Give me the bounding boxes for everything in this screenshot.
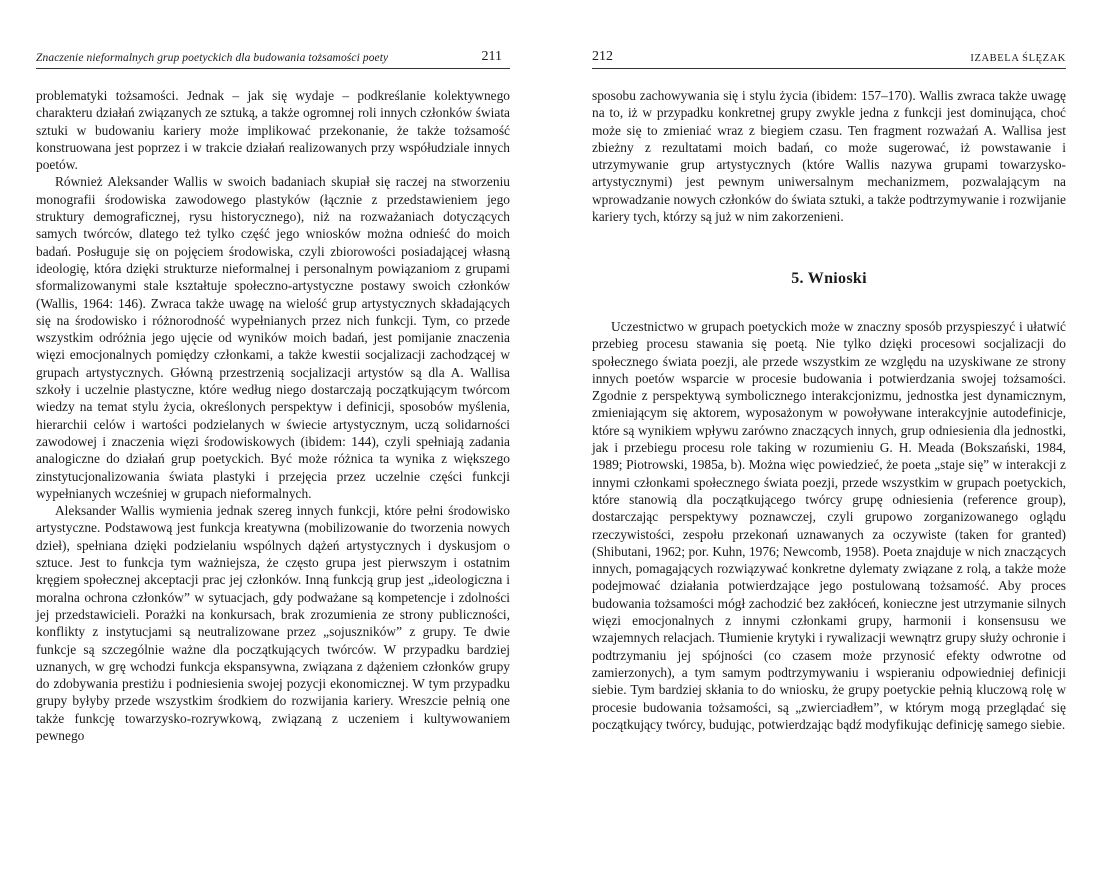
paragraph: problematyki tożsamości. Jednak – jak się wydaje – podkreślanie kolektywnego charakteru działań związanych ze sztuką, a także ogromnej roli innych członków świata sztuki w budowaniu kariery może implikować przekonanie, że także tożsamość konstruowana jest poprzez i w trakcie działań realizowanych przy współudziale innych poetów. bbox=[36, 88, 510, 173]
paragraph: Aleksander Wallis wymienia jednak szereg innych funkcji, które pełni środowisko artystyczne. Podstawową jest funkcja kreatywna (mobilizowanie do tworzenia nowych dzieł), spełniana dzięki podzielaniu wspólnych dążeń artystycznych i dyskusjom o sztuce. Jest to funkcja tym ważniejsza, że często grupa jest pierwszym i ostatnim kręgiem społecznej akceptacji prac jej członków. Inną funkcją grup jest „ideologiczna i moralna ochrona członków” w sytuacjach, gdy podważane są kompetencje i zdolności jej przedstawicieli. Porażki na konkursach, brak zrozumienia ze strony publiczności, konflikty z instytucjami są neutralizowane przez „sojuszników” z grupy. Te dwie funkcje są szczególnie ważne dla początkujących twórców. W przypadku bardziej uznanych, w grę wchodzi funkcja ekspansywna, związana z dążeniem członków grupy do zdobywania prestiżu i podniesienia swojej pozycji ekonomicznej. W tym przypadku grupy byłyby przede wszystkim środkiem do rozwijania kariery. Wreszcie pełnią one także funkcję towarzysko-rozrywkową, związaną z uczeniem i kultywowaniem pewnego bbox=[36, 503, 510, 743]
paragraph: Uczestnictwo w grupach poetyckich może w znaczny sposób przyspieszyć i ułatwić przebieg procesu stawania się poetą. Nie tylko dzięki procesowi socjalizacji do społecznego świata poezji, ale przede wszystkim ze względu na uzyskiwane ze strony innych poetów wsparcie w procesie budowania i potwierdzania swojej tożsamości. Zgodnie z perspektywą symbolicznego interakcjonizmu, jednostka jest dynamicznym, zmieniającym się aktorem, wyposażonym w powoływane interakcyjnie autodefinicje, które są wynikiem wpływu zarówno znaczących innych, grup odniesienia dla jednostki, jak i przebiegu procesu role taking w rozumieniu G. H. Meada (Bokszański, 1984, 1989; Piotrowski, 1985a, b). Można więc powiedzieć, że poeta „staje się” w interakcji z innymi członkami społecznego świata poezji, przede wszystkim w grupach poetyckich, które stanowią dla początkującego twórcy grupę odniesienia (reference group), dostarczając perspektywy poznawczej, czyli grupowo zorganizowanego oglądu rzeczywistości, zespołu przekonań uznawanych za oczywiste (taken for granted) (Shibutani, 1962; por. Kuhn, 1976; Newcomb, 1958). Poeta znajduje w nich znaczących innych, pomagających rozwiązywać konkretne dylematy związane z rolą, a także może podejmować działania potwierdzające jego postulowaną tożsamość. Aby proces budowania tożsamości mógł zachodzić bez zakłóceń, konieczne jest utrzymanie silnych więzi emocjonalnych z innymi członkami grupy, harmonii i konsensusu we wzajemnych relacjach. Tłumienie krytyki i rywalizacji wewnątrz grupy służy ochronie i podtrzymaniu jej spójności (co czasem może przynosić efekty odwrotne od zamierzonych), a tym samym podtrzymywaniu i wspieraniu odpowiedniej definicji siebie. Tym bardziej skłania to do wniosku, że grupy poetyckie pełnią kluczową rolę w procesie budowania tożsamości, są „zwierciadłem”, w którym mogą przeglądać się początkujący twórcy, budując, potwierdzając bądź modyfikując definicję samego siebie. bbox=[592, 319, 1066, 732]
running-author: IZABELA ŚLĘZAK bbox=[970, 53, 1066, 64]
page-number: 211 bbox=[481, 49, 502, 64]
paragraph: sposobu zachowywania się i stylu życia (ibidem: 157–170). Wallis zwraca także uwagę na to, iż w przypadku konkretnej grupy zwykle jedna z funkcji jest dominująca, choć może się to zmieniać wraz z biegiem czasu. Ten fragment rozważań A. Wallisa jest zbieżny z rezultatami moich badań, co może sugerować, iż powstawanie i utrzymywanie grup artystycznych (które Wallis nazywa grupami towarzysko-artystycznymi) jest pewnym uniwersalnym mechanizmem, pozwalającym na wprowadzanie nowych członków do świata sztuki, a także podtrzymywanie i rozwijanie kariery tych, którzy są już w nim zakorzenieni. bbox=[592, 88, 1066, 225]
running-title: Znaczenie nieformalnych grup poetyckich dla budowania tożsamości poety bbox=[36, 52, 389, 64]
left-running-head bbox=[36, 46, 510, 69]
section-heading: 5. Wnioski bbox=[791, 270, 867, 287]
paragraph: Również Aleksander Wallis w swoich badaniach skupiał się raczej na stworzeniu monografii środowiska zawodowego plastyków (łącznie z przedstawieniem jego struktury demograficznej, rysu historycznego), niż na rozważaniach dotyczących samych twórców, dlatego też tylko część jego wniosków można odnieść do moich badań. Posługuje się on pojęciem środowiska, czyli zbiorowości posiadającej własną ideologię, która dzięki strukturze nieformalnej i personalnym powiązaniom z grupami sformalizowanymi stale kształtuje społeczno-artystyczne postawy swoich członków (Wallis, 1964: 146). Zwraca także uwagę na wielość grup artystycznych składających się na środowisko i różnorodność wypełnianych przez nich funkcji. Tym, co przede wszystkim odróżnia jego ujęcie od wyników moich badań, jest pomijanie znaczenia więzi emocjonalnych pomiędzy członkami, a także kwestii socjalizacji zachodzącej w grupach artystycznych. Główną przestrzenią socjalizacji artystów są dla A. Wallisa szkoły i uczelnie plastyczne, które według niego dostarczają początkującym twórcom wiedzy na temat stylu życia, określonych perspektyw i definicji, sposobów myślenia, hierarchii celów i wartości podzielanych w świecie artystycznym, uczą solidarności zawodowej i znaczenia więzi środowiskowych (ibidem: 144), czyli spełniają zadania analogiczne do działań grup poetyckich. Być może różnica ta wynika z większego zinstytucjonalizowania świata plastyki i przejęcia przez uczelnie części funkcji wypełnianych wcześniej w grupach nieformalnych. bbox=[36, 174, 510, 501]
right-running-head bbox=[592, 46, 1066, 69]
page-number: 212 bbox=[592, 49, 613, 64]
left-page bbox=[36, 0, 510, 881]
right-body-continuation bbox=[592, 87, 1066, 225]
right-page bbox=[592, 0, 1066, 881]
right-body-conclusion bbox=[592, 318, 1066, 733]
left-body-text bbox=[36, 87, 510, 744]
